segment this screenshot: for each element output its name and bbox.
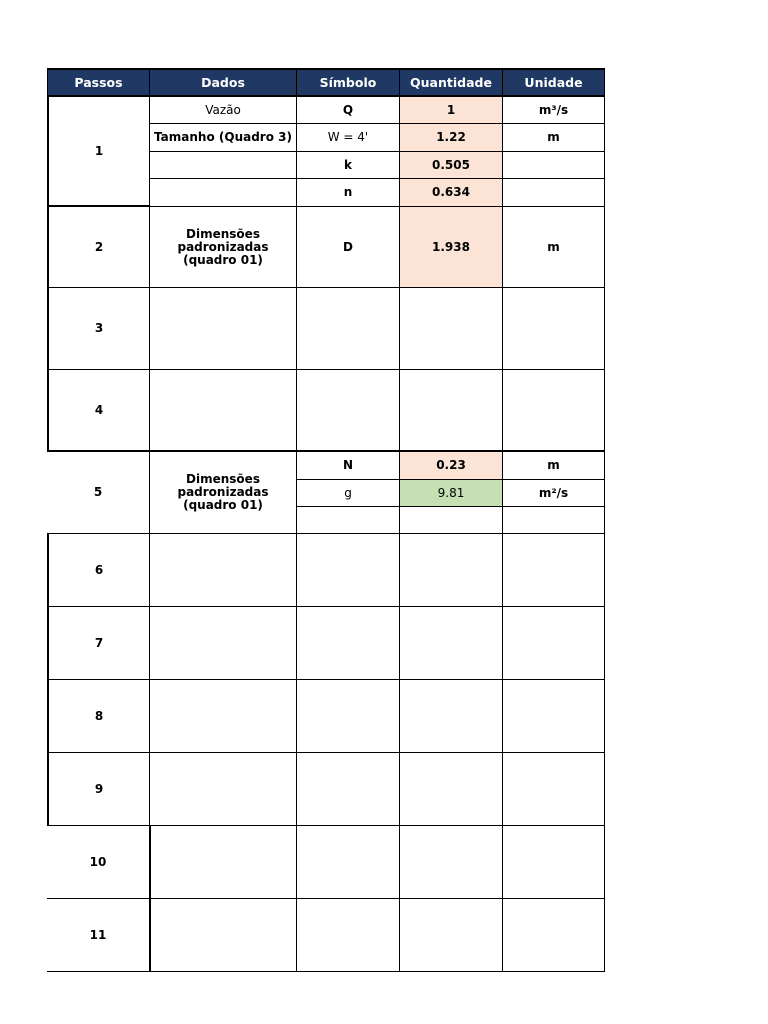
dados-cell[interactable] — [149, 533, 297, 607]
step-number-label: 3 — [94, 321, 104, 335]
quantidade-cell[interactable] — [399, 533, 503, 607]
dados-cell[interactable] — [149, 151, 297, 179]
dados-cell[interactable] — [149, 287, 297, 370]
unidade-text: m — [547, 130, 560, 144]
header-dados[interactable] — [149, 68, 297, 97]
quantidade-text: 0.505 — [432, 157, 470, 172]
simbolo-cell[interactable] — [296, 679, 400, 753]
dados-cell[interactable] — [149, 679, 297, 753]
simbolo-cell[interactable] — [296, 606, 400, 680]
header-unidade-label: Unidade — [524, 75, 583, 90]
step-number-label: 2 — [94, 239, 104, 254]
dados-cell[interactable] — [149, 898, 297, 972]
dados-text-line2: (quadro 01) — [183, 252, 263, 267]
simbolo-cell[interactable] — [296, 369, 400, 452]
simbolo-cell[interactable] — [296, 825, 400, 899]
quantidade-cell[interactable] — [399, 898, 503, 972]
dados-cell[interactable] — [149, 752, 297, 826]
step-number-4[interactable] — [47, 369, 150, 452]
step-number-2[interactable] — [47, 206, 150, 288]
quantidade-text: 1.938 — [432, 239, 470, 254]
simbolo-cell[interactable] — [296, 178, 400, 207]
simbolo-cell[interactable] — [296, 450, 400, 480]
simbolo-cell[interactable] — [296, 752, 400, 826]
quantidade-text: 9.81 — [437, 485, 465, 500]
simbolo-text: g — [344, 485, 352, 500]
dados-cell[interactable] — [149, 825, 297, 899]
quantidade-cell[interactable] — [399, 287, 503, 370]
step-number-label: 10 — [89, 854, 107, 869]
dados-text-line1: Dimensões padronizadas — [177, 472, 269, 499]
unidade-cell[interactable] — [502, 96, 605, 124]
quantidade-cell[interactable] — [399, 206, 503, 288]
simbolo-cell[interactable] — [296, 479, 400, 507]
unidade-cell[interactable] — [502, 533, 605, 607]
step-number-8[interactable] — [47, 679, 150, 753]
simbolo-cell[interactable] — [296, 898, 400, 972]
unidade-cell[interactable] — [502, 206, 605, 288]
unidade-text: m³/s — [538, 102, 569, 117]
step-number-5[interactable] — [47, 450, 150, 534]
quantidade-cell[interactable] — [399, 679, 503, 753]
header-quantidade-label: Quantidade — [410, 75, 492, 90]
dados-text: Vazão — [205, 102, 241, 117]
quantidade-text: 1.22 — [436, 130, 466, 144]
dados-cell[interactable] — [149, 450, 297, 534]
dados-cell[interactable] — [149, 178, 297, 207]
step-number-10[interactable] — [47, 825, 150, 899]
dados-text: Tamanho (Quadro 3) — [154, 130, 292, 144]
header-dados-label: Dados — [201, 75, 245, 90]
dados-cell[interactable] — [149, 123, 297, 152]
simbolo-text: W = 4' — [327, 130, 369, 144]
quantidade-text: 0.634 — [432, 185, 470, 199]
unidade-cell[interactable] — [502, 898, 605, 972]
step-number-label: 5 — [93, 485, 103, 499]
step-number-1[interactable] — [47, 96, 150, 206]
simbolo-cell[interactable] — [296, 151, 400, 179]
simbolo-cell[interactable] — [296, 96, 400, 124]
header-simbolo-label: Símbolo — [319, 75, 377, 90]
simbolo-cell[interactable] — [296, 533, 400, 607]
quantidade-cell[interactable] — [399, 506, 503, 534]
unidade-text: m — [547, 239, 560, 254]
unidade-cell[interactable] — [502, 825, 605, 899]
dados-text-line2: (quadro 01) — [183, 498, 263, 512]
quantidade-cell[interactable] — [399, 450, 503, 480]
simbolo-text: N — [342, 458, 354, 472]
quantidade-text: 0.23 — [436, 458, 466, 472]
step-number-label: 11 — [89, 927, 107, 942]
unidade-cell[interactable] — [502, 178, 605, 207]
step-number-label: 1 — [94, 143, 104, 158]
unidade-cell[interactable] — [502, 679, 605, 753]
simbolo-cell[interactable] — [296, 123, 400, 152]
quantidade-cell[interactable] — [399, 369, 503, 452]
quantidade-cell[interactable] — [399, 123, 503, 152]
step-number-9[interactable] — [47, 752, 150, 826]
step-number-label: 6 — [94, 562, 104, 577]
header-passos-label: Passos — [74, 75, 123, 90]
dados-cell[interactable] — [149, 606, 297, 680]
step-number-3[interactable] — [47, 287, 150, 370]
unidade-cell[interactable] — [502, 752, 605, 826]
step-number-6[interactable] — [47, 533, 150, 607]
step-number-7[interactable] — [47, 606, 150, 680]
step-number-label: 9 — [94, 781, 104, 796]
simbolo-text: D — [343, 239, 353, 254]
unidade-cell[interactable] — [502, 151, 605, 179]
step-number-label: 8 — [94, 708, 104, 723]
quantidade-cell[interactable] — [399, 178, 503, 207]
unidade-text: m²/s — [538, 485, 569, 500]
quantidade-cell[interactable] — [399, 606, 503, 680]
unidade-cell[interactable] — [502, 506, 605, 534]
header-passos[interactable] — [47, 68, 150, 97]
unidade-cell[interactable] — [502, 123, 605, 152]
step-number-11[interactable] — [47, 898, 150, 972]
quantidade-cell[interactable] — [399, 151, 503, 179]
unidade-cell[interactable] — [502, 450, 605, 480]
step-number-label: 7 — [94, 635, 104, 650]
unidade-cell[interactable] — [502, 606, 605, 680]
quantidade-text: 1 — [446, 102, 456, 117]
header-unidade[interactable] — [502, 68, 605, 97]
dados-cell[interactable] — [149, 369, 297, 452]
step-number-label: 4 — [94, 402, 104, 417]
quantidade-cell[interactable] — [399, 825, 503, 899]
simbolo-text: Q — [342, 102, 354, 117]
unidade-cell[interactable] — [502, 287, 605, 370]
simbolo-text: k — [344, 157, 352, 172]
spreadsheet-table — [47, 68, 605, 942]
dados-cell[interactable] — [149, 96, 297, 124]
quantidade-cell[interactable] — [399, 479, 503, 507]
simbolo-cell[interactable] — [296, 287, 400, 370]
quantidade-cell[interactable] — [399, 96, 503, 124]
header-quantidade[interactable] — [399, 68, 503, 97]
quantidade-cell[interactable] — [399, 752, 503, 826]
dados-text-line1: Dimensões padronizadas — [177, 226, 269, 254]
simbolo-text: n — [343, 185, 353, 199]
simbolo-cell[interactable] — [296, 506, 400, 534]
simbolo-cell[interactable] — [296, 206, 400, 288]
unidade-cell[interactable] — [502, 369, 605, 452]
unidade-text: m — [547, 458, 560, 472]
dados-cell[interactable] — [149, 206, 297, 288]
unidade-cell[interactable] — [502, 479, 605, 507]
header-simbolo[interactable] — [296, 68, 400, 97]
